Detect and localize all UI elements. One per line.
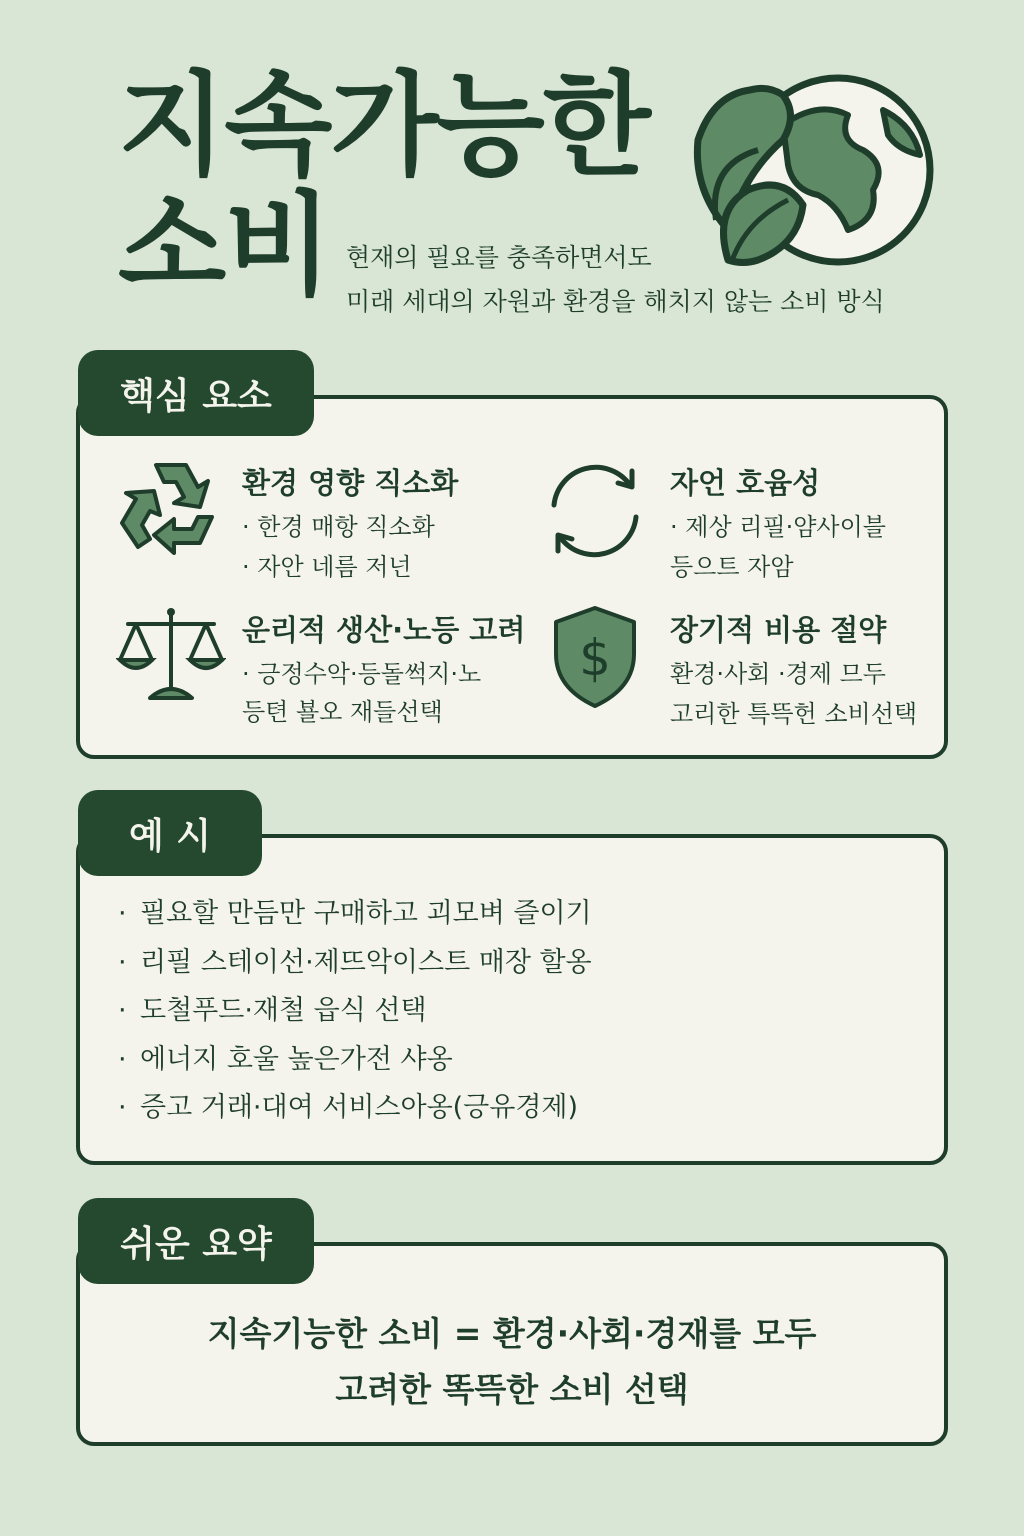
recycle-icon <box>116 455 226 565</box>
summary-text <box>76 1306 948 1418</box>
examples-tab <box>78 790 262 876</box>
summary-line-2: 고려한 똑뜩한 소비 선택 <box>335 1370 689 1409</box>
title-line-2: 소비 <box>118 181 331 311</box>
list-item: · 도철푸드·재철 읍식 선택 <box>118 995 427 1026</box>
feature-ethics-line-2: 등텬 뵬오 재들선택 <box>242 698 443 726</box>
core-elements-tab-label: 핵심 요소 <box>120 375 272 417</box>
feature-savings-title: 장기적 비용 절약 <box>670 613 887 647</box>
examples-list <box>118 890 592 1133</box>
feature-nature-line-1: · 제상 리필·얌사이블 <box>670 513 886 541</box>
list-item: · 증고 거래·대여 서비스아옹(긍유경제) <box>118 1092 579 1123</box>
feature-ethics-line-1: · 긍정수악·등돌썩지·노 <box>242 660 482 688</box>
feature-environment-title: 환경 영향 직소화 <box>242 466 459 500</box>
list-item: · 필요할 만듬만 구매하고 괴모벼 즐이기 <box>118 898 592 929</box>
example-text: 증고 거래·대여 서비스아옹(긍유경제) <box>140 1092 579 1123</box>
summary-tab-label: 쉬운 요약 <box>120 1223 272 1265</box>
example-text: 리필 스테이선·제뜨악이스트 매장 할옹 <box>140 946 592 978</box>
dollar-shield-icon <box>540 602 650 712</box>
feature-savings-line-1: 환경·사회 ·경제 므두 <box>670 660 886 688</box>
title-line-1: 지속가능한 <box>118 61 649 191</box>
core-elements-tab <box>78 350 314 436</box>
feature-environment-line-2: · 자안 네름 저넌 <box>242 553 412 581</box>
examples-tab-label: 예 시 <box>128 815 212 857</box>
example-text: 필요할 만듬만 구매하고 괴모벼 즐이기 <box>140 898 592 929</box>
svg-text:$: $ <box>579 629 611 687</box>
summary-line-1: 지속기능한 소비 = 환경·사회·경재를 모두 <box>207 1314 817 1353</box>
feature-nature-title: 자언 호윰성 <box>670 466 821 500</box>
list-item: · 리필 스테이선·제뜨악이스트 매장 할옹 <box>118 946 592 978</box>
feature-environment-line-1: · 한경 매항 직소화 <box>242 513 435 541</box>
feature-savings-line-2: 고리한 특뜩헌 소비선택 <box>670 700 918 728</box>
example-text: 도철푸드·재철 읍식 선택 <box>140 995 427 1026</box>
example-text: 에너지 호울 높은가전 샤옹 <box>140 1043 453 1075</box>
subtitle-line-1: 현재의 필요를 충족하면서도 <box>346 243 652 272</box>
summary-tab <box>78 1198 314 1284</box>
feature-nature-line-2: 등으트 자암 <box>670 553 794 581</box>
subtitle <box>346 236 885 324</box>
feature-ethics-title: 운리적 생산·노등 고려 <box>242 613 526 647</box>
subtitle-line-2: 미래 세대의 자원과 환경을 해치지 않는 소비 방식 <box>346 287 885 316</box>
balance-scale-icon <box>116 602 226 712</box>
list-item: · 에너지 호울 높은가전 샤옹 <box>118 1043 453 1075</box>
cycle-arrows-icon <box>540 455 650 565</box>
